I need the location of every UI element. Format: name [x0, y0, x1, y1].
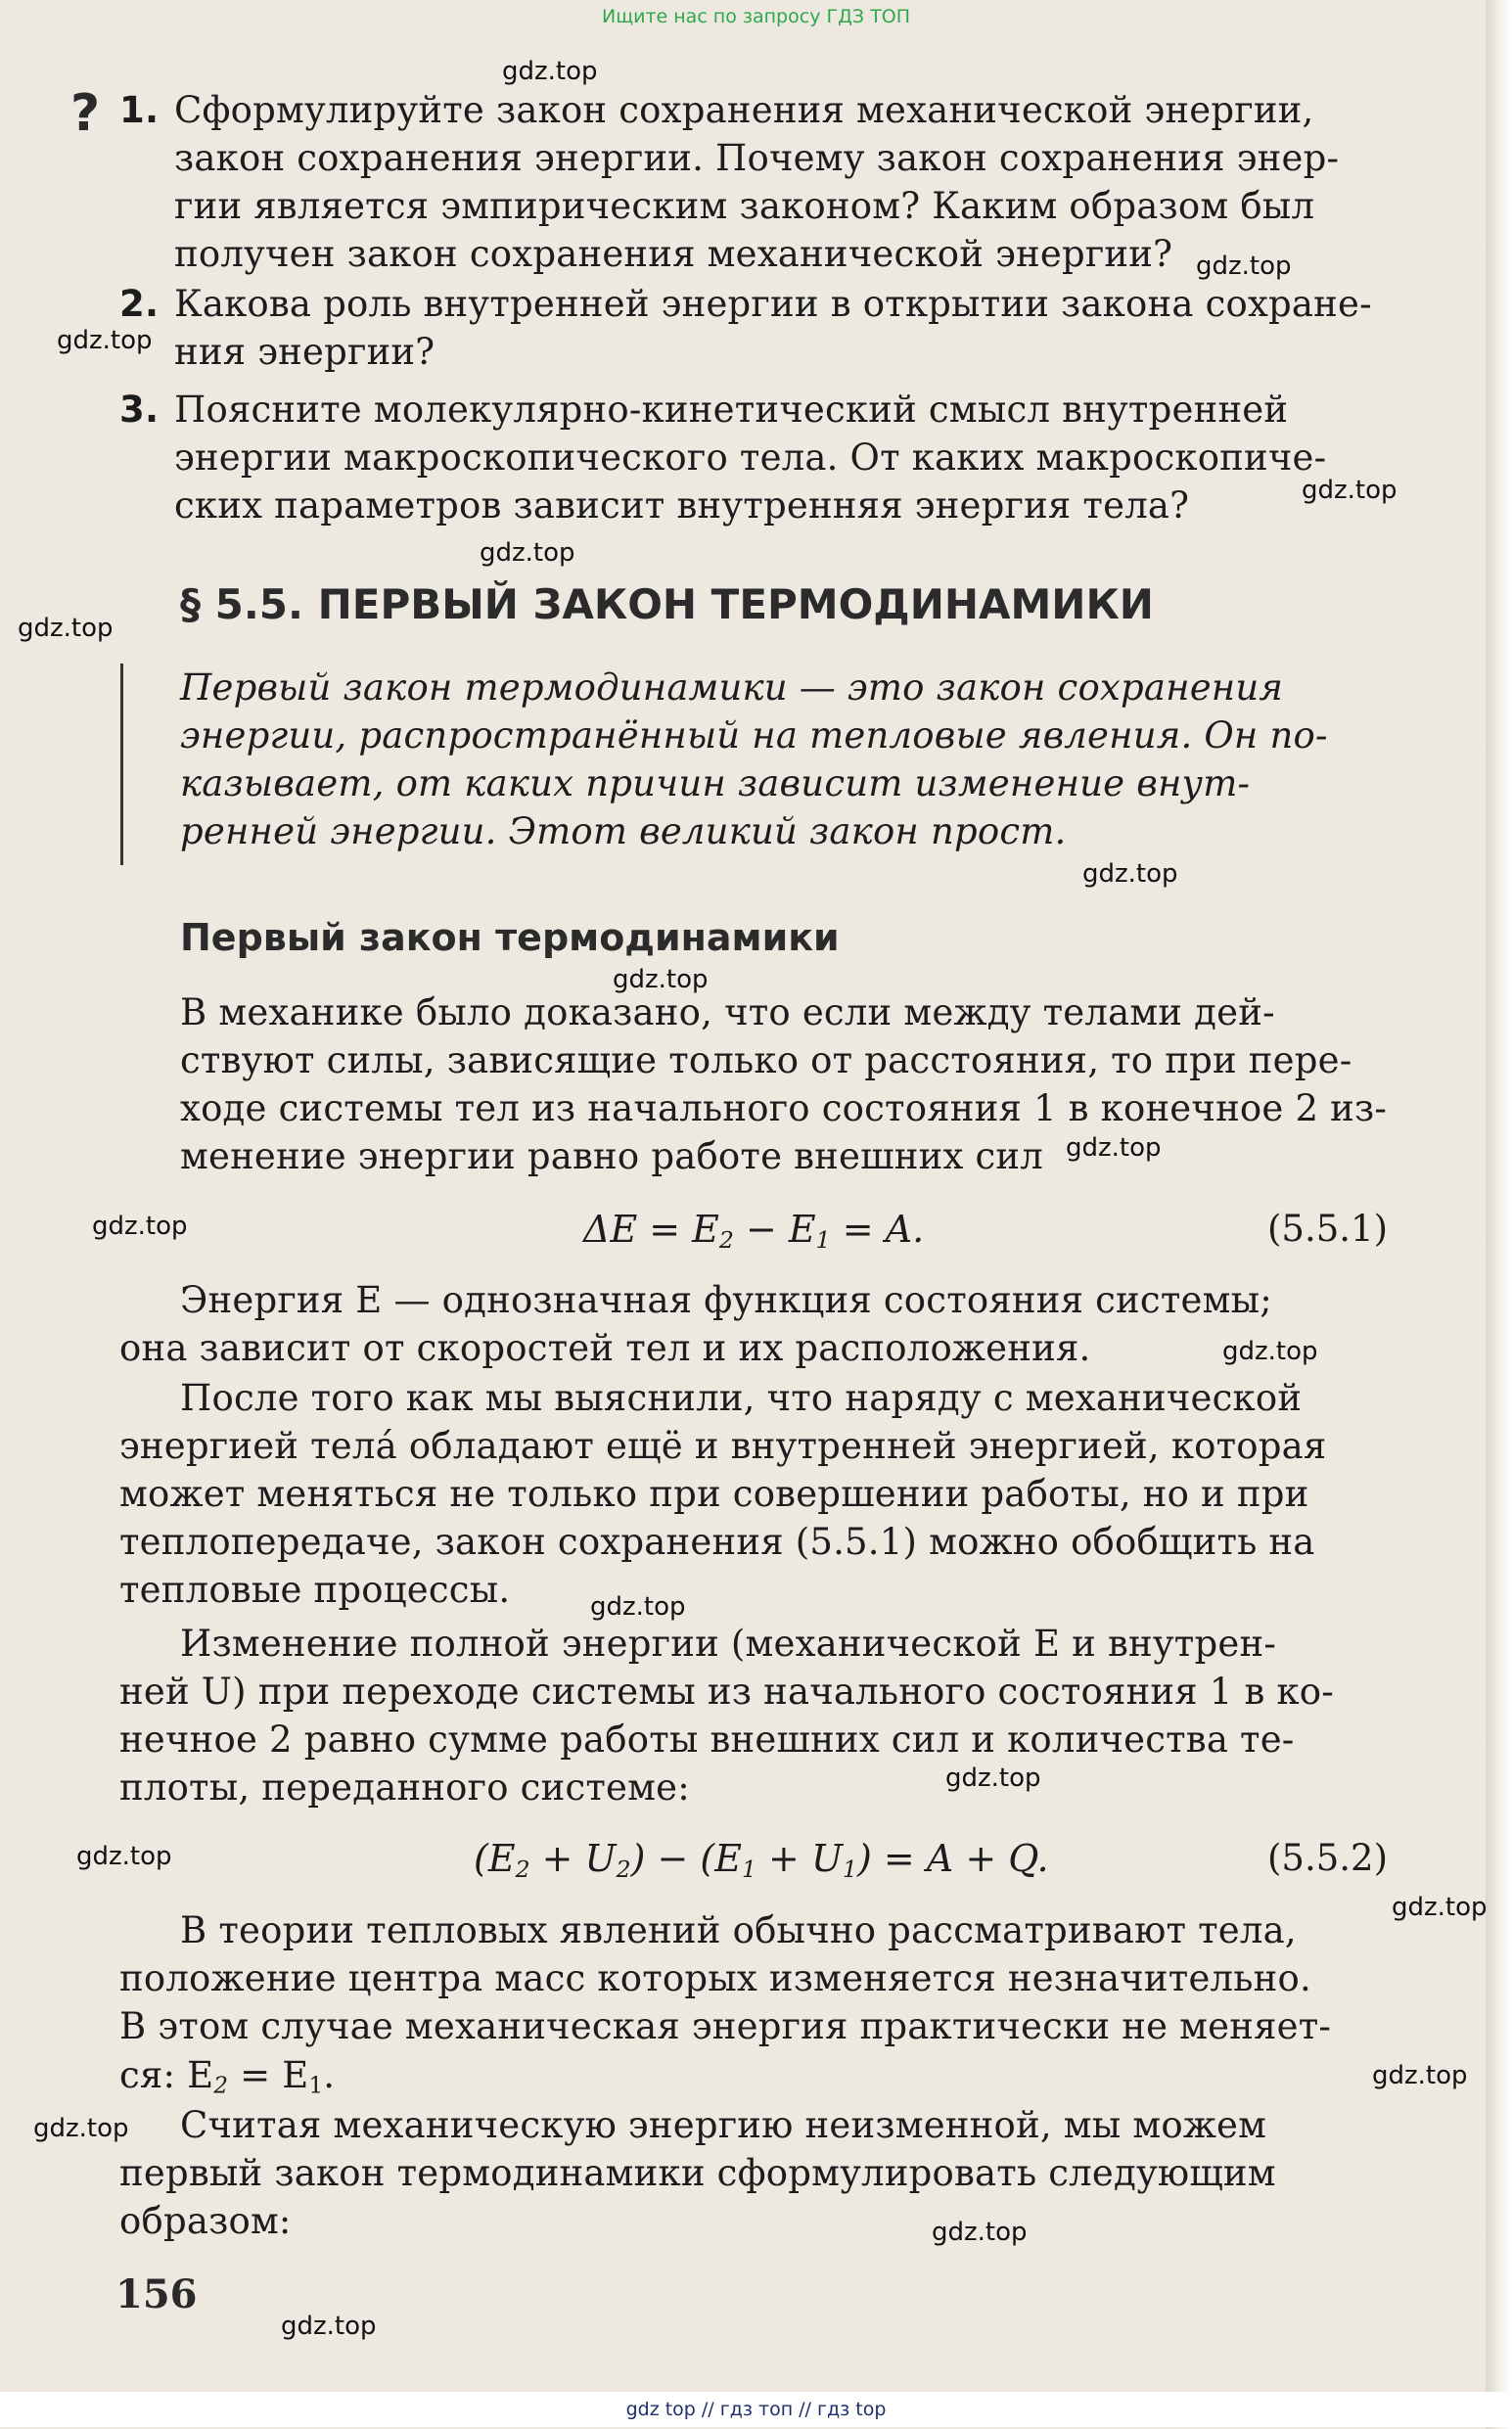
page-number: 156: [115, 2271, 198, 2317]
question-2-line: ния энергии?: [174, 331, 435, 373]
paragraph-line: Изменение полной энергии (механической E и внутрен-: [180, 1623, 1277, 1665]
intro-bar: [120, 664, 123, 865]
watermark: gdz.top: [1222, 1337, 1318, 1366]
watermark: gdz.top: [33, 2114, 129, 2143]
equation-5-5-2: [474, 1836, 1049, 1892]
text-part: = E: [228, 2054, 309, 2096]
eq-subscript: 2: [616, 1855, 631, 1883]
paragraph-line: Считая механическую энергию неизменной, мы можем: [180, 2104, 1267, 2146]
paragraph-line: После того как мы выяснили, что наряду с механической: [180, 1377, 1303, 1419]
paragraph-line: положение центра масс которых изменяется незначительно.: [119, 1957, 1311, 1999]
intro-line: ренней энергии. Этот великий закон прост.: [180, 810, 1067, 852]
paragraph-line: энергией телá обладают ещё и внутренней энергией, которая: [119, 1425, 1327, 1467]
question-number: 2.: [119, 283, 160, 325]
equation-number: (5.5.2): [1267, 1837, 1389, 1879]
eq-part: (E: [474, 1837, 516, 1880]
paragraph-line: она зависит от скоростей тел и их расположения.: [119, 1327, 1091, 1369]
paragraph-line: [119, 2053, 335, 2109]
equation-number: (5.5.1): [1267, 1208, 1389, 1250]
top-banner[interactable]: Ищите нас по запросу ГДЗ ТОП: [602, 6, 910, 27]
question-2-line: Какова роль внутренней энергии в открытии закона сохране-: [174, 283, 1372, 325]
watermark: gdz.top: [1372, 2061, 1468, 2090]
eq-part: ) − (E: [630, 1837, 742, 1880]
eq-subscript: 1: [741, 1855, 756, 1883]
intro-line: казывает, от каких причин зависит изменение внут-: [180, 762, 1251, 804]
watermark: gdz.top: [502, 57, 598, 86]
eq-part: = A.: [830, 1208, 925, 1251]
watermark: gdz.top: [57, 326, 153, 355]
watermark: gdz.top: [945, 1764, 1041, 1793]
paragraph-line: нечное 2 равно сумме работы внешних сил и количества те-: [119, 1719, 1295, 1761]
watermark: gdz.top: [18, 614, 114, 643]
question-1-line: гии является эмпирическим законом? Каким образом был: [174, 185, 1315, 227]
eq-part: − E: [733, 1208, 816, 1251]
paragraph-line: первый закон термодинамики сформулировать следующим: [119, 2152, 1276, 2194]
question-number: 1.: [119, 89, 160, 131]
eq-part: + U: [529, 1837, 617, 1880]
watermark: gdz.top: [1066, 1133, 1162, 1163]
watermark: gdz.top: [76, 1842, 172, 1871]
eq-subscript: 2: [515, 1855, 530, 1883]
watermark: gdz.top: [1302, 476, 1397, 505]
subheading: Первый закон термодинамики: [180, 916, 840, 959]
intro-line: Первый закон термодинамики — это закон сохранения: [180, 666, 1284, 709]
watermark: gdz.top: [1082, 859, 1178, 889]
page-edge: [1486, 0, 1512, 2429]
paragraph-line: В теории тепловых явлений обычно рассматривают тела,: [180, 1909, 1297, 1951]
question-number: 3.: [119, 389, 160, 431]
question-3-line: энергии макроскопического тела. От каких макроскопиче-: [174, 436, 1327, 479]
question-1-line: закон сохранения энергии. Почему закон сохранения энер-: [174, 137, 1340, 179]
question-3-line: ских параметров зависит внутренняя энергия тела?: [174, 484, 1190, 527]
question-1-line: Сформулируйте закон сохранения механической энергии,: [174, 89, 1314, 131]
paragraph-line: менение энергии равно работе внешних сил: [180, 1135, 1043, 1177]
watermark: gdz.top: [281, 2312, 377, 2341]
bottom-banner[interactable]: gdz top // гдз топ // гдз top: [0, 2392, 1512, 2427]
paragraph-line: теплопередаче, закон сохранения (5.5.1) можно обобщить на: [119, 1521, 1315, 1563]
intro-line: энергии, распространённый на тепловые явления. Он по-: [180, 714, 1328, 756]
paragraph-line: ходе системы тел из начального состояния 1 в конечное 2 из-: [180, 1087, 1388, 1129]
eq-part: + U: [756, 1837, 843, 1880]
section-title: § 5.5. ПЕРВЫЙ ЗАКОН ТЕРМОДИНАМИКИ: [180, 580, 1154, 628]
paragraph-line: плоты, переданного системе:: [119, 1766, 690, 1809]
paragraph-line: ствуют силы, зависящие только от расстояния, то при пере-: [180, 1039, 1352, 1081]
eq-subscript: 1: [815, 1225, 831, 1254]
text-part: .: [323, 2054, 336, 2096]
question-3-line: Поясните молекулярно-кинетический смысл внутренней: [174, 389, 1289, 431]
watermark: gdz.top: [1196, 252, 1292, 281]
question-mark-icon: ?: [70, 84, 101, 143]
eq-subscript: 1: [308, 2073, 324, 2099]
eq-subscript: 1: [842, 1855, 857, 1883]
paragraph-line: В механике было доказано, что если между телами дей-: [180, 991, 1275, 1033]
paragraph-line: может меняться не только при совершении работы, но и при: [119, 1473, 1309, 1515]
paragraph-line: тепловые процессы.: [119, 1569, 511, 1611]
paragraph-line: образом:: [119, 2200, 292, 2242]
text-part: ся: E: [119, 2054, 214, 2096]
watermark: gdz.top: [1392, 1893, 1488, 1922]
watermark: gdz.top: [590, 1592, 686, 1622]
eq-subscript: 2: [718, 1225, 734, 1254]
watermark: gdz.top: [92, 1212, 188, 1241]
paragraph-line: В этом случае механическая энергия практически не меняет-: [119, 2005, 1332, 2047]
eq-part: ΔE = E: [583, 1208, 719, 1251]
question-1-line: получен закон сохранения механической энергии?: [174, 233, 1173, 275]
paragraph-line: ней U) при переходе системы из начального состояния 1 в ко-: [119, 1671, 1334, 1713]
paragraph-line: Энергия E — однозначная функция состояния системы;: [180, 1279, 1272, 1321]
equation-5-5-1: [583, 1207, 924, 1262]
watermark: gdz.top: [480, 538, 575, 568]
watermark: gdz.top: [932, 2218, 1028, 2247]
watermark: gdz.top: [613, 965, 709, 994]
eq-subscript: 2: [213, 2073, 229, 2099]
eq-part: ) = A + Q.: [856, 1837, 1049, 1880]
